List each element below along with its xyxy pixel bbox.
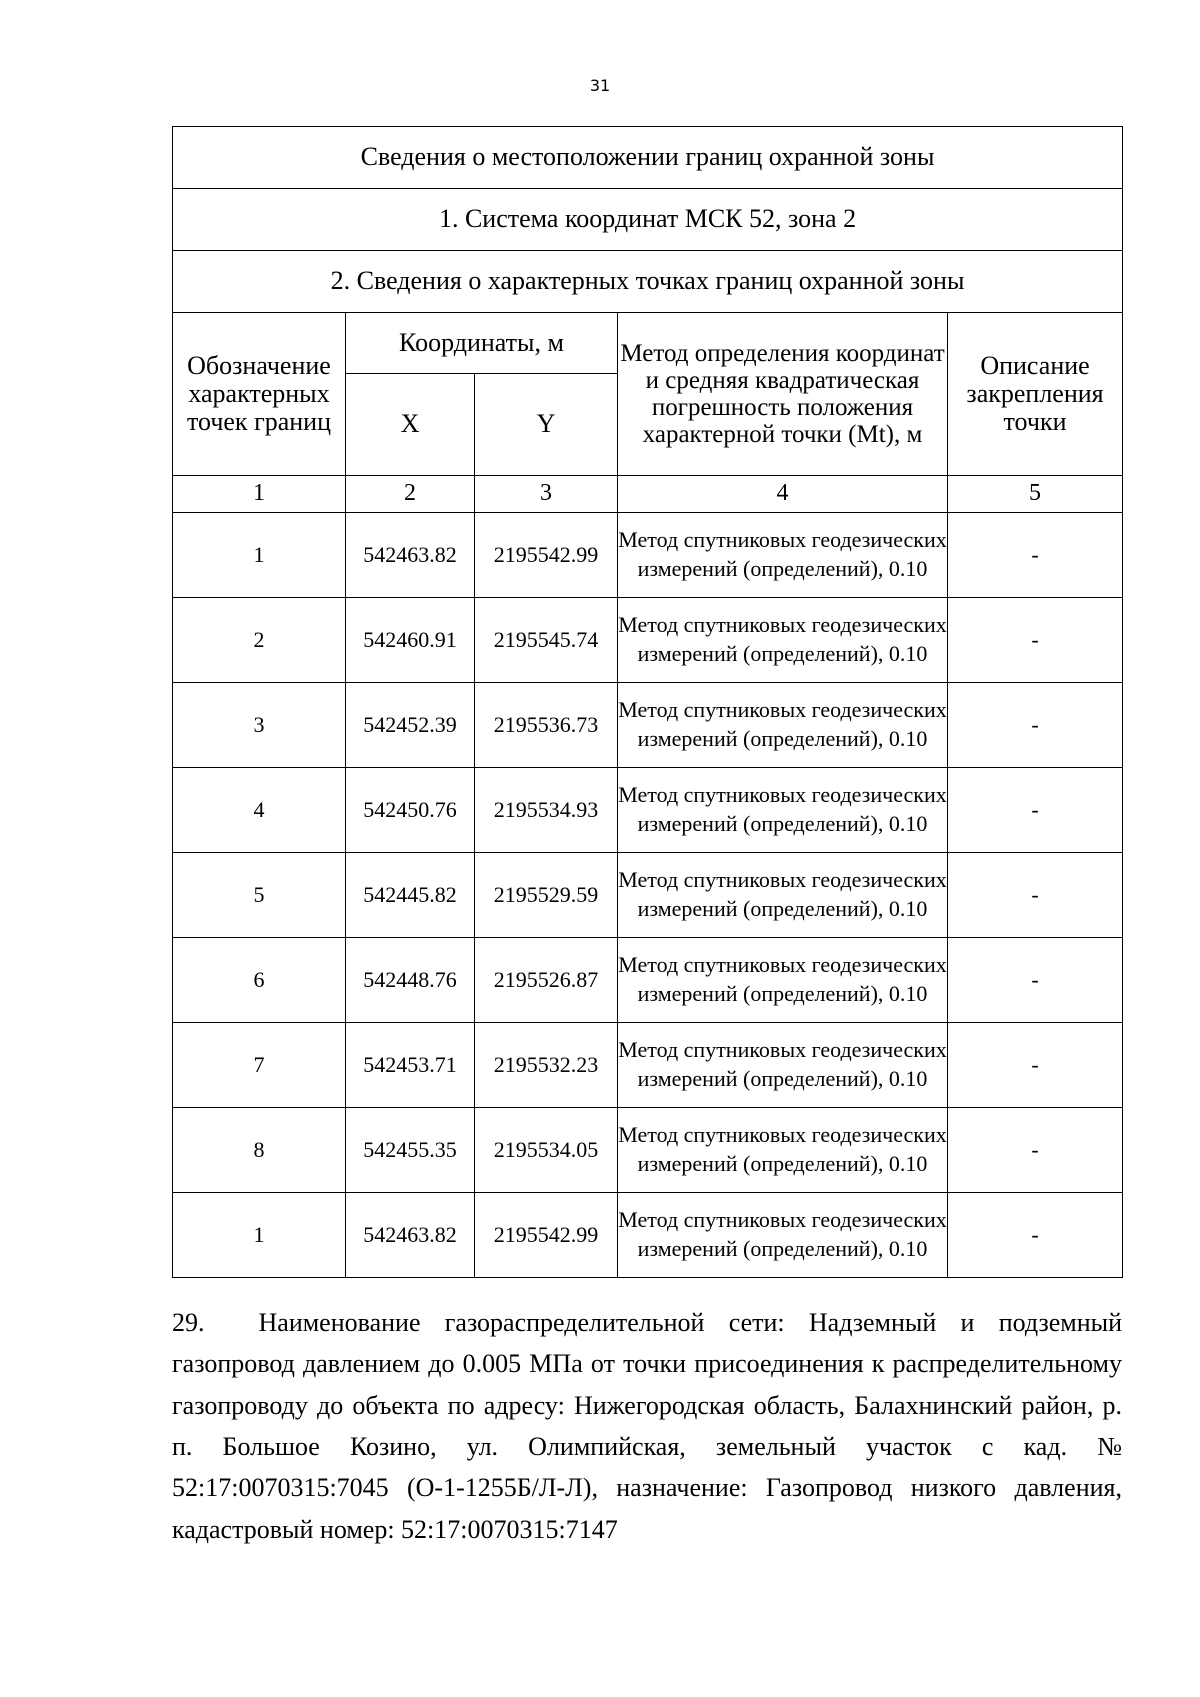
measurement-method: Метод спутниковых геодезических измерений (определений), 0.10 (618, 1193, 948, 1278)
fixing-description: - (948, 1193, 1123, 1278)
coordinate-x: 542463.82 (346, 513, 475, 598)
point-number: 6 (173, 938, 346, 1023)
table-row (173, 683, 1123, 768)
coordinate-y: 2195542.99 (475, 1193, 618, 1278)
measurement-method: Метод спутниковых геодезических измерений (определений), 0.10 (618, 938, 948, 1023)
header-x: X (346, 374, 475, 476)
column-numbers-row (173, 476, 1123, 513)
measurement-method: Метод спутниковых геодезических измерений (определений), 0.10 (618, 1023, 948, 1108)
coordinate-y: 2195542.99 (475, 513, 618, 598)
coordinate-x: 542450.76 (346, 768, 475, 853)
coordinate-y: 2195532.23 (475, 1023, 618, 1108)
table-body (173, 513, 1123, 1278)
point-number: 7 (173, 1023, 346, 1108)
table-row (173, 1193, 1123, 1278)
point-number: 8 (173, 1108, 346, 1193)
column-number: 2 (346, 476, 475, 513)
measurement-method: Метод спутниковых геодезических измерений (определений), 0.10 (618, 683, 948, 768)
coordinate-y: 2195536.73 (475, 683, 618, 768)
boundary-points-table (172, 126, 1123, 1278)
point-number: 1 (173, 513, 346, 598)
header-description: Описание закрепления точки (948, 313, 1123, 476)
measurement-method: Метод спутниковых геодезических измерений (определений), 0.10 (618, 853, 948, 938)
coordinate-x: 542460.91 (346, 598, 475, 683)
table-row (173, 853, 1123, 938)
column-number: 5 (948, 476, 1123, 513)
fixing-description: - (948, 938, 1123, 1023)
points-heading-row (173, 251, 1123, 313)
coordinate-y: 2195526.87 (475, 938, 618, 1023)
paragraph-number: 29. (172, 1308, 205, 1337)
header-designation: Обозначение характерных точек границ (173, 313, 346, 476)
coordinate-y: 2195545.74 (475, 598, 618, 683)
coordinate-system: 1. Система координат МСК 52, зона 2 (173, 189, 1123, 251)
page-number: 31 (589, 76, 611, 95)
column-number: 1 (173, 476, 346, 513)
coordinate-x: 542448.76 (346, 938, 475, 1023)
table-row (173, 513, 1123, 598)
header-row (173, 313, 1123, 374)
section-paragraph (172, 1302, 1122, 1550)
point-number: 3 (173, 683, 346, 768)
measurement-method: Метод спутниковых геодезических измерений (определений), 0.10 (618, 1108, 948, 1193)
point-number: 4 (173, 768, 346, 853)
fixing-description: - (948, 1023, 1123, 1108)
header-method: Метод определения координат и средняя квадратическая погрешность положения характерной точки (Mt), м (618, 313, 948, 476)
table-row (173, 598, 1123, 683)
point-number: 5 (173, 853, 346, 938)
coordinate-x: 542455.35 (346, 1108, 475, 1193)
table-row (173, 1108, 1123, 1193)
measurement-method: Метод спутниковых геодезических измерений (определений), 0.10 (618, 513, 948, 598)
header-coordinates: Координаты, м (346, 313, 618, 374)
coordinate-x: 542445.82 (346, 853, 475, 938)
measurement-method: Метод спутниковых геодезических измерений (определений), 0.10 (618, 598, 948, 683)
paragraph-text: Наименование газораспределительной сети: Надземный и подземный газопровод давлением до 0.005 МПа от точки присоединения к распределительному газопроводу до объекта по адресу: Нижегородская область, Балахнинский район, р. п. Большое Козино, ул. Олимпийская, земельный участок с кад. № 52:17:0070315:7045 (О-1-1255Б/Л-Л), назначение: Газопровод низкого давления, кадастровый номер: 52:17:0070315:7147 (172, 1308, 1122, 1544)
point-number: 1 (173, 1193, 346, 1278)
header-y: Y (475, 374, 618, 476)
fixing-description: - (948, 513, 1123, 598)
coordinate-y: 2195534.05 (475, 1108, 618, 1193)
table-title-row (173, 127, 1123, 189)
coordinate-x: 542463.82 (346, 1193, 475, 1278)
column-number: 4 (618, 476, 948, 513)
column-number: 3 (475, 476, 618, 513)
coordinate-x: 542452.39 (346, 683, 475, 768)
fixing-description: - (948, 768, 1123, 853)
fixing-description: - (948, 853, 1123, 938)
table-row (173, 1023, 1123, 1108)
coordinate-y: 2195534.93 (475, 768, 618, 853)
fixing-description: - (948, 1108, 1123, 1193)
fixing-description: - (948, 598, 1123, 683)
points-heading: 2. Сведения о характерных точках границ охранной зоны (173, 251, 1123, 313)
coordinate-x: 542453.71 (346, 1023, 475, 1108)
coordinate-system-row (173, 189, 1123, 251)
table-row (173, 768, 1123, 853)
measurement-method: Метод спутниковых геодезических измерений (определений), 0.10 (618, 768, 948, 853)
table-title: Сведения о местоположении границ охранной зоны (173, 127, 1123, 189)
coordinate-y: 2195529.59 (475, 853, 618, 938)
point-number: 2 (173, 598, 346, 683)
table-row (173, 938, 1123, 1023)
fixing-description: - (948, 683, 1123, 768)
